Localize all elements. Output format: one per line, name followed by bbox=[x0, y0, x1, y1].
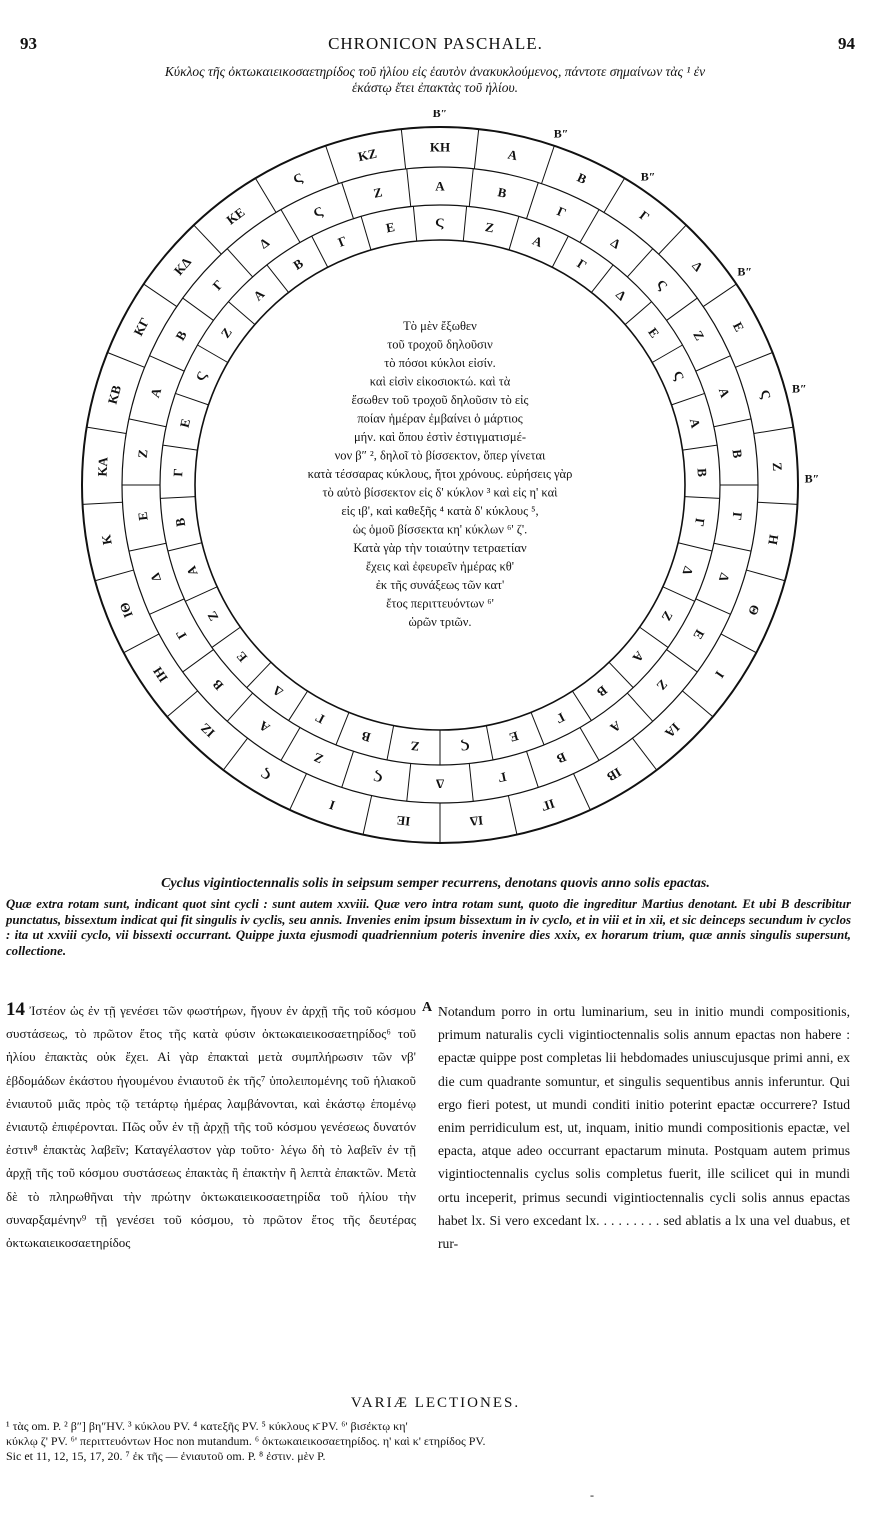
outer-ring-divider bbox=[574, 774, 591, 810]
inner-ring-cell-label: Ϛ bbox=[459, 738, 471, 755]
center-text-line: Τὸ μὲν ἔξωθεν bbox=[403, 319, 477, 333]
greek-text-column bbox=[6, 998, 416, 1254]
outer-ring-divider bbox=[167, 691, 197, 717]
middle-ring-cell-label: Ϛ bbox=[653, 276, 671, 294]
column-marker: A bbox=[422, 1000, 433, 1015]
latin-text-column: Notandum porro in ortu luminarium, seu in initio mundi compositionis, primum naturalis cycli vigintioctennalis solis annum epactas non habere : epactæ quippe post completas lii hebdomades uniuscujusque primi anni, ex die cum quadrante somuntur, et singulis sequentibus annis inferuntur. Qui ergo fieri potest, ut mundi conditi initio poterint epactæ occurrere? Istud enim perridiculum est, ut, inquam, initio mundi compositionis epactæ, vel epacta, atque adeo occurrant epactarum minuta. Postquam autem primus vigintioctennalis cyclus solis completus fuerit, ille scilicet qui in mundi ortu inceperit, primus secundi vigintioctennalis cycli solis annus epactas habet lx. Si vero excedant lx. . . . . . . . . sed ablatis a lx una vel duabus, et rur- bbox=[438, 1004, 850, 1252]
inner-ring-cell-label: Ζ bbox=[217, 324, 235, 341]
inner-ring-cell-label: Ε bbox=[384, 219, 396, 236]
inner-ring-divider bbox=[212, 627, 241, 647]
page-number-right: 94 bbox=[838, 34, 855, 53]
middle-ring-divider bbox=[129, 543, 166, 551]
inner-ring-cell-label: Ζ bbox=[484, 219, 496, 236]
outer-ring-cell-label: ΙΖ bbox=[197, 720, 218, 741]
solar-cycle-wheel bbox=[65, 110, 825, 850]
latin-diagram-caption: Cyclus vigintioctennalis solis in seipsum semper recurrens, denotans quovis anno solis epactas. bbox=[161, 876, 710, 891]
middle-ring-cell-label: Δ bbox=[715, 571, 733, 584]
outer-ring-cell-label: Ι bbox=[712, 668, 728, 681]
middle-ring-divider bbox=[227, 249, 252, 277]
inner-ring-cell-label: Α bbox=[686, 416, 704, 430]
outer-ring-cell-label: Κ bbox=[98, 533, 115, 546]
middle-ring-cell-label: Α bbox=[435, 178, 445, 194]
inner-ring-divider bbox=[531, 712, 544, 744]
middle-ring-divider bbox=[149, 356, 184, 371]
inner-ring-cell-label: Ζ bbox=[410, 738, 421, 755]
outer-ring-divider bbox=[754, 427, 793, 433]
inner-ring-cell-label: Ζ bbox=[658, 608, 676, 624]
inner-ring-divider bbox=[572, 691, 591, 720]
outer-ring-cell-label: ΙΒ bbox=[604, 764, 625, 785]
outer-ring-cell-label: ΙΗ bbox=[149, 664, 171, 686]
center-text-line: κατὰ τέσσαρας κύκλους, ἤτοι χρόνους. εὑρήσεις γὰρ bbox=[307, 467, 573, 481]
diagram-caption bbox=[30, 64, 840, 96]
middle-ring-divider bbox=[580, 727, 599, 760]
beta-mark: B″ bbox=[553, 126, 569, 141]
outer-ring-divider bbox=[721, 634, 756, 653]
middle-ring-divider bbox=[407, 763, 411, 801]
ring-cell-labels bbox=[94, 140, 785, 830]
middle-ring-cell-label: Δ bbox=[435, 776, 445, 792]
variae-lectiones-notes bbox=[6, 1419, 851, 1464]
inner-ring-divider bbox=[168, 543, 202, 551]
wheel-center-text bbox=[308, 319, 573, 629]
inner-ring-divider bbox=[387, 726, 394, 760]
inner-ring-divider bbox=[336, 712, 349, 744]
inner-ring-divider bbox=[228, 302, 254, 325]
center-text-line: ἔτος περιττευόντων ⁶' bbox=[386, 596, 494, 611]
inner-ring-cell-label: Ϛ bbox=[435, 215, 445, 230]
center-text-line: εἰς ιβ', καὶ καθεξῆς ⁴ κατὰ δ' κύκλους ⁵, bbox=[341, 504, 539, 518]
inner-ring-divider bbox=[289, 691, 308, 720]
outer-ring-cell-label: Ι bbox=[327, 797, 337, 814]
center-text-line: ποίαν ἡμέραν ἐμβαίνει ὁ μάρτιος bbox=[357, 411, 523, 426]
center-text-line: τοῦ τροχοῦ δηλοῦσιν bbox=[387, 337, 493, 352]
middle-ring-divider bbox=[627, 693, 652, 721]
inner-ring-divider bbox=[185, 587, 217, 602]
inner-ring-divider bbox=[652, 345, 682, 363]
page-dash: - bbox=[590, 1488, 594, 1502]
outer-ring-divider bbox=[107, 352, 144, 367]
middle-ring-cell-label: Ζ bbox=[311, 749, 326, 767]
middle-ring-cell-label: Δ bbox=[147, 571, 165, 584]
inner-ring-divider bbox=[413, 206, 416, 241]
inner-ring-cell-label: Ε bbox=[233, 648, 251, 666]
outer-ring-divider bbox=[326, 146, 339, 184]
outer-ring-divider bbox=[87, 427, 126, 433]
diagram-caption-line-2: ἑκάστῳ ἔτει ἐπακτὰς τοῦ ἡλίου. bbox=[351, 80, 519, 95]
inner-ring-cell-label: Γ bbox=[170, 468, 186, 478]
diagram-caption-line-1: Κύκλος τῆς ὀκτωκαιεικοσαετηρίδος τοῦ ἡλίου εἰς ἑαυτὸν ἀνακυκλούμενος, πάντοτε σημαίνων τὰς ¹ ἐν bbox=[164, 64, 706, 79]
middle-ring-cell-label: Β bbox=[729, 448, 746, 459]
beta-mark: B″ bbox=[640, 169, 656, 184]
variant-line-1: ¹ τὰς om. P. ² β″] βη″HV. ³ κύκλου PV. ⁴ κατεξῆς PV. ⁵ κύκλους κ̄ PV. ⁶' βισέκτῳ κη' bbox=[6, 1419, 408, 1433]
center-text-line: ἐκ τῆς συνάξεως τῶν κατ' bbox=[375, 578, 505, 592]
inner-ring-divider bbox=[163, 445, 198, 450]
inner-ring-cell-label: Β bbox=[594, 682, 611, 700]
variant-line-2: κύκλῳ ζ' PV. ⁶' περιττευόντων Hoc non mutandum. ⁶ ὀκτωκαιεικοσαετηρίδος. η' καὶ κ' ετηρίδος PV. bbox=[6, 1434, 486, 1448]
inner-ring-divider bbox=[198, 345, 228, 363]
inner-ring-cell-label: Α bbox=[530, 232, 545, 251]
outer-ring-cell-label: ΚΗ bbox=[429, 139, 451, 155]
outer-ring-cell-label: Θ bbox=[745, 602, 763, 618]
middle-ring-divider bbox=[183, 650, 214, 672]
middle-ring-divider bbox=[696, 356, 731, 371]
middle-ring-divider bbox=[407, 169, 411, 207]
outer-ring-cell-label: ΙΓ bbox=[539, 796, 557, 815]
outer-ring-cell-label: Ε bbox=[729, 319, 748, 335]
outer-ring-divider bbox=[401, 129, 405, 169]
outer-ring-cell-label: ΙΕ bbox=[395, 812, 412, 830]
center-text-line: ἔχεις καὶ ἐφευρεῖν ἡμέρας κθ' bbox=[365, 559, 515, 574]
greek-paragraph: Ἰστέον ὡς ἐν τῇ γενέσει τῶν φωστήρων, ἤγουν ἐν ἀρχῇ τῆς τοῦ κόσμου συστάσεως, τὸ πρῶτον ἔτος τῆς κατὰ φύσιν ὀκτωκαιεικοσαετηρίδος⁶ τοῦ ἡλίου ἐπακτὰς οὐκ ἔχει. Αἱ γὰρ ἐπακταὶ μετὰ συμπλήρωσιν τῶν νβ' ἑβδομάδων ἑκάστου ἡγουμένου ἐνιαυτοῦ ἐκ τῆς⁷ ὑπολειπομένης τοῦ ἡλιακοῦ ἐνιαυτοῦ μιᾶς πρὸς τῷ τετάρτῳ ἡμέρας λαμβάνονται, καὶ ἑκάστῳ ἑπομένῳ ἐνιαυτῷ ἐπιφέρονται. Πῶς οὖν ἐν τῇ ἀρχῇ τῆς τοῦ κόσμου γενέσεως δυνατόν ἐστιν⁸ ἐπακτὰς λαβεῖν; Καταγέλαστον γὰρ τοῦτο· λέγω δὴ τὸ λαβεῖν ἐν τῇ ἀρχῇ τῆς τοῦ κόσμου συστάσεως ἐπακτὰς ἢ ἐπακτὴν ἢ λεπτὰ ἐπακτῶν. Μετὰ δὲ τὸ πληρωθῆναι τὴν πρώτην ὀκτωκαιεικοσαετηρίδα τοῦ ἡλίου τὴν συναρξαμένην⁹ τῇ γενέσει τοῦ κόσμου, τὸ πρῶτον ἔτος τῆς δευτέρας ὀκτωκαιεικοσαετηρίδος bbox=[6, 1003, 416, 1251]
center-text-line: τὸ πόσοι κύκλοι εἰσίν. bbox=[384, 356, 496, 370]
inner-ring-divider bbox=[361, 216, 371, 250]
middle-ring-cell-label: Γ bbox=[496, 769, 508, 786]
middle-ring-cell-label: Γ bbox=[172, 627, 190, 642]
middle-ring-divider bbox=[714, 543, 751, 551]
middle-ring-divider bbox=[129, 419, 166, 427]
center-text-line: ὡρῶν τριῶν. bbox=[408, 615, 472, 629]
inner-ring-divider bbox=[685, 497, 720, 499]
outer-ring-cell-label: ΚΑ bbox=[94, 456, 111, 477]
variae-lectiones-heading: VARIÆ LECTIONES. bbox=[350, 1395, 521, 1411]
section-number: 14 bbox=[6, 999, 25, 1020]
middle-ring-divider bbox=[183, 298, 214, 320]
outer-ring-cell-label: ΚΖ bbox=[356, 145, 379, 165]
inner-ring-divider bbox=[247, 662, 271, 687]
outer-ring-cell-label: Γ bbox=[636, 207, 653, 225]
inner-ring-cell-label: Β bbox=[172, 516, 189, 528]
outer-ring-cell-label: ΚΕ bbox=[223, 204, 248, 228]
inner-ring-cell-label: Ε bbox=[645, 324, 663, 341]
middle-ring-cell-label: Α bbox=[256, 718, 273, 736]
outer-ring-divider bbox=[144, 284, 177, 306]
inner-ring-cell-label: Ϛ bbox=[192, 368, 210, 384]
inner-ring-cell-label: Α bbox=[629, 648, 648, 666]
middle-ring-cell-label: Δ bbox=[256, 234, 272, 252]
inner-ring-divider bbox=[267, 265, 289, 293]
center-text-line: νον β″ ², δηλοῖ τὸ βίσσεκτον, ὅπερ γίνεται bbox=[334, 448, 546, 463]
outer-ring-divider bbox=[735, 352, 772, 367]
middle-ring-divider bbox=[527, 183, 539, 219]
inner-ring-cell-label: Ζ bbox=[204, 608, 222, 624]
inner-ring-cell-label: Β bbox=[694, 467, 710, 478]
running-title: CHRONICON PASCHALE. bbox=[328, 34, 543, 53]
middle-ring-cell-label: Α bbox=[715, 385, 733, 400]
middle-ring-cell-label: Ε bbox=[134, 511, 151, 522]
outer-ring-divider bbox=[604, 178, 625, 212]
outer-ring-cell-label: Η bbox=[765, 533, 782, 546]
variant-line-3: Sic et 11, 12, 15, 17, 20. ⁷ ἐκ τῆς — ἐνιαυτοῦ om. P. ⁸ ἐστιν. μὲν P. bbox=[6, 1449, 326, 1463]
outer-ring-divider bbox=[746, 570, 785, 581]
outer-ring-divider bbox=[474, 129, 478, 169]
inner-ring-cell-label: Β bbox=[359, 728, 373, 746]
middle-ring-cell-label: Β bbox=[496, 184, 508, 201]
beta-mark: B″ bbox=[432, 110, 448, 120]
inner-ring-divider bbox=[312, 236, 328, 267]
outer-ring-cell-label: Ϛ bbox=[290, 169, 306, 188]
outer-ring-divider bbox=[223, 738, 247, 770]
center-text-line: τὸ αὐτὸ βίσσεκτον εἰς δ' κύκλον ³ καὶ εἰς η' καὶ bbox=[322, 485, 558, 500]
inner-ring-cell-label: Γ bbox=[312, 709, 327, 727]
middle-ring-cell-label: Α bbox=[607, 718, 624, 736]
outer-ring-divider bbox=[632, 738, 656, 770]
middle-ring-divider bbox=[149, 599, 184, 614]
outer-ring-cell-label: ΙΔ bbox=[469, 812, 484, 830]
outer-ring-cell-label: Ϛ bbox=[757, 388, 775, 402]
middle-ring-cell-label: Ϛ bbox=[371, 769, 384, 786]
outer-ring-divider bbox=[83, 502, 123, 504]
middle-ring-divider bbox=[342, 183, 354, 219]
middle-ring-cell-label: Ζ bbox=[690, 327, 708, 344]
outer-ring-cell-label: ΙΑ bbox=[662, 719, 683, 741]
outer-ring-divider bbox=[194, 225, 222, 254]
center-text-line: μήν. καὶ ὅπου ἐστὶν ἐστιγματισμέ- bbox=[353, 430, 527, 444]
outer-ring-divider bbox=[95, 570, 134, 581]
center-text-line: καὶ εἰσὶν εἰκοσιοκτώ. καὶ τὰ bbox=[369, 374, 511, 389]
middle-ring-divider bbox=[714, 419, 751, 427]
outer-ring-cell-label: Β bbox=[574, 169, 590, 187]
outer-ring-cell-label: Ζ bbox=[769, 461, 786, 472]
outer-ring-divider bbox=[255, 178, 276, 212]
outer-ring-divider bbox=[682, 691, 712, 717]
middle-ring-divider bbox=[342, 751, 354, 787]
middle-ring-cell-label: Ζ bbox=[653, 676, 671, 694]
middle-ring-cell-label: Α bbox=[147, 385, 165, 400]
inner-ring-cell-label: Γ bbox=[335, 232, 350, 250]
middle-ring-divider bbox=[667, 650, 698, 672]
middle-ring-cell-label: Β bbox=[209, 676, 227, 694]
inner-ring-cell-label: Β bbox=[290, 255, 306, 273]
center-text-line: ὡς ὁμοῦ βίσσεκτα κη' κύκλων ⁶' ζ'. bbox=[352, 522, 528, 537]
middle-ring-cell-label: Γ bbox=[554, 203, 569, 221]
inner-ring-cell-label: Δ bbox=[679, 564, 697, 578]
inner-ring-divider bbox=[463, 206, 466, 241]
middle-ring-divider bbox=[580, 210, 599, 243]
middle-ring-cell-label: Β bbox=[554, 749, 569, 767]
outer-ring-cell-label: Ϛ bbox=[257, 765, 274, 784]
beta-mark: B″ bbox=[804, 471, 820, 486]
middle-ring-cell-label: Γ bbox=[729, 511, 746, 522]
inner-ring-divider bbox=[160, 497, 195, 499]
inner-ring-cell-label: Γ bbox=[574, 255, 590, 273]
inner-ring-divider bbox=[175, 393, 208, 404]
inner-ring-cell-label: Α bbox=[250, 286, 268, 304]
middle-ring-cell-label: Β bbox=[172, 327, 190, 344]
outer-ring-divider bbox=[542, 146, 555, 184]
inner-ring-cell-label: Ε bbox=[507, 728, 521, 746]
middle-ring-cell-label: Γ bbox=[209, 276, 227, 294]
middle-ring-cell-label: Δ bbox=[608, 234, 624, 252]
inner-ring-cell-label: Δ bbox=[613, 286, 630, 304]
inner-ring-divider bbox=[591, 265, 613, 293]
inner-ring-cell-label: Ϛ bbox=[670, 368, 688, 384]
inner-ring-divider bbox=[672, 393, 705, 404]
middle-ring-divider bbox=[696, 599, 731, 614]
inner-ring-divider bbox=[609, 662, 633, 687]
inner-ring-divider bbox=[663, 587, 695, 602]
inner-ring-divider bbox=[509, 216, 519, 250]
outer-ring-divider bbox=[363, 796, 372, 835]
inner-ring-divider bbox=[683, 445, 718, 450]
middle-ring-divider bbox=[627, 249, 652, 277]
middle-ring-divider bbox=[527, 751, 539, 787]
center-text-line: ἔσωθεν τοῦ τροχοῦ δηλοῦσιν τὸ εἰς bbox=[351, 393, 529, 407]
inner-ring-cell-label: Γ bbox=[691, 517, 708, 528]
inner-ring-cell-label: Γ bbox=[553, 709, 568, 727]
inner-ring-divider bbox=[552, 236, 568, 267]
outer-ring-cell-label: ΙΘ bbox=[116, 600, 136, 620]
outer-ring-divider bbox=[703, 284, 736, 306]
outer-ring-divider bbox=[758, 502, 798, 504]
inner-ring-divider bbox=[486, 726, 493, 760]
middle-ring-cell-label: Ζ bbox=[134, 448, 151, 459]
outer-ring-divider bbox=[290, 774, 307, 810]
beta-mark: B″ bbox=[792, 381, 807, 396]
middle-ring-divider bbox=[281, 727, 300, 760]
outer-ring-divider bbox=[124, 634, 159, 653]
middle-ring-divider bbox=[667, 298, 698, 320]
middle-ring-cell-label: Ε bbox=[690, 626, 708, 643]
outer-ring-cell-label: Δ bbox=[689, 258, 706, 275]
inner-ring-cell-label: Ε bbox=[176, 417, 194, 430]
outer-ring-divider bbox=[659, 225, 687, 254]
middle-ring-cell-label: Ϛ bbox=[311, 203, 326, 221]
inner-ring-cell-label: Α bbox=[183, 563, 201, 578]
page-number-left: 93 bbox=[20, 34, 37, 53]
latin-explanatory-note: Quæ extra rotam sunt, indicant quot sint cycli : sunt autem xxviii. Quæ vero intra rotam sunt, quoto die ingreditur Martius denotant. Et ubi B describitur punctatus, bissextum indicat qui fit singulis iv cyclis, seu annis. Invenies enim ipsum bissextum in iv cyclo, et in viii et in xii, et sic deinceps secundum iv cyclos : ita ut xxviii cyclo, vii bissexti occurrant. Quippe juxta ejusmodi quadriennium poteris invenire dies xxix, ex horarum trium, quæ annis singulis supersunt, collectione. bbox=[6, 897, 851, 958]
beta-mark: B″ bbox=[737, 264, 753, 279]
center-text-line: Κατὰ γὰρ τὴν τοιαύτην τετραετίαν bbox=[353, 541, 527, 555]
middle-ring-divider bbox=[281, 210, 300, 243]
inner-ring-divider bbox=[625, 302, 651, 325]
outer-ring-cell-label: ΚΔ bbox=[170, 254, 195, 278]
inner-ring-cell-label: Δ bbox=[269, 682, 286, 700]
middle-ring-divider bbox=[469, 763, 473, 801]
middle-ring-cell-label: Ζ bbox=[372, 184, 384, 201]
inner-ring-divider bbox=[678, 543, 712, 551]
outer-ring-cell-label: ΚΒ bbox=[104, 383, 125, 406]
outer-ring-cell-label: ΚΓ bbox=[130, 315, 153, 339]
middle-ring-divider bbox=[227, 693, 252, 721]
inner-ring-divider bbox=[640, 627, 669, 647]
outer-ring-cell-label: Α bbox=[506, 146, 519, 164]
middle-ring-divider bbox=[469, 169, 473, 207]
outer-ring-divider bbox=[508, 796, 517, 835]
